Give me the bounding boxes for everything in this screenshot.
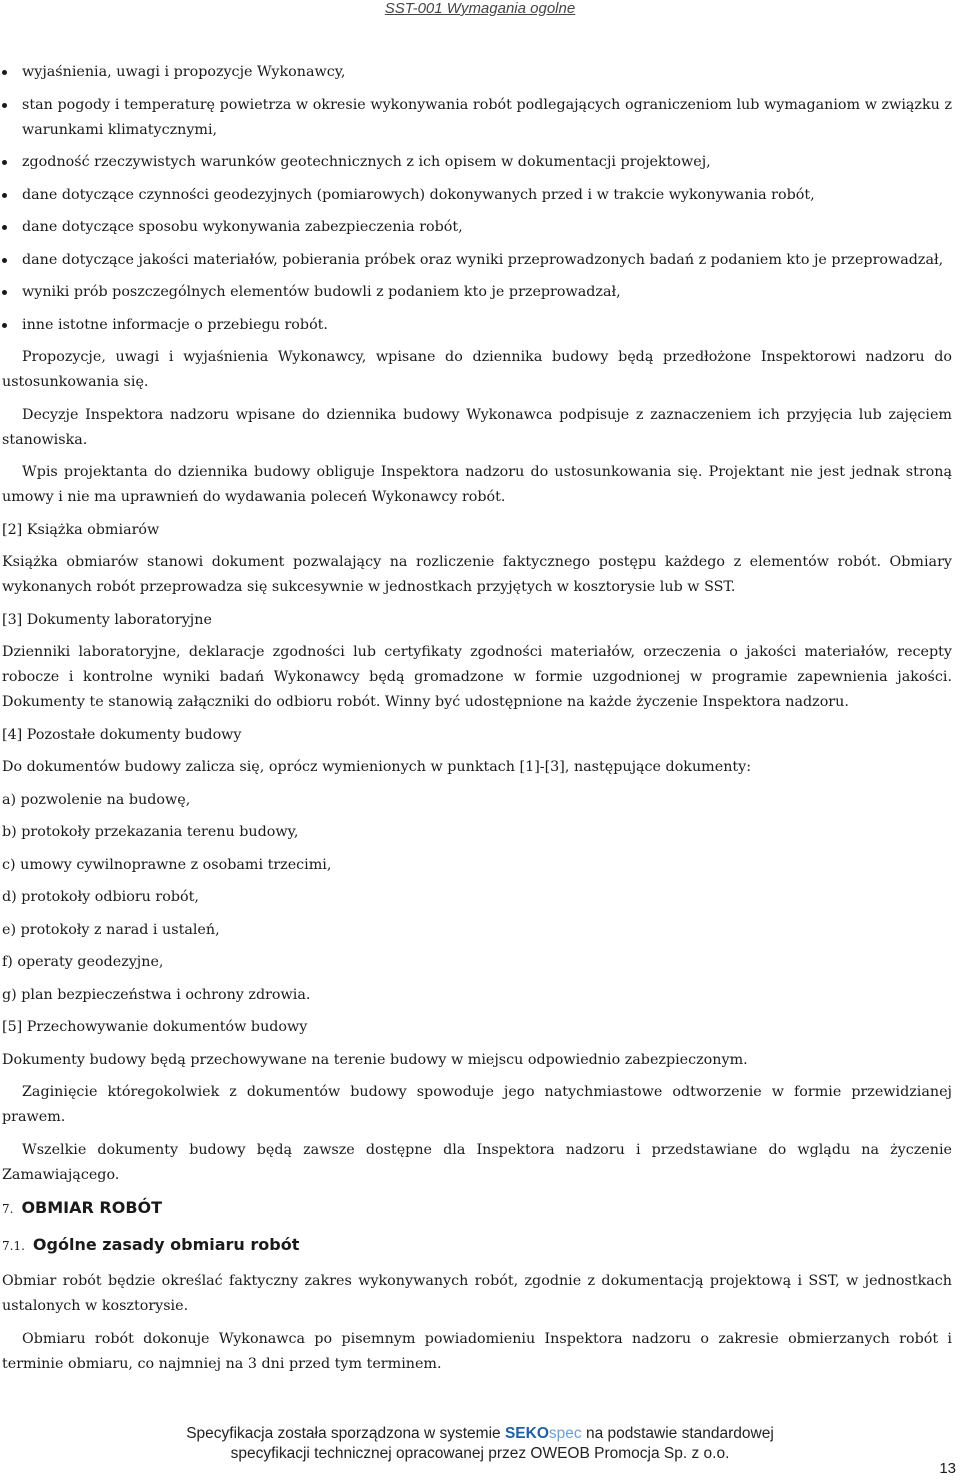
sekospec-logo: SEKOspec — [504, 1425, 582, 1442]
section-heading-7 — [2, 1195, 952, 1222]
paragraph: Zaginięcie któregokolwiek z dokumentów budowy spowoduje jego natychmiastowe odtworzenie w formie przewidzianej prawem. — [2, 1084, 952, 1125]
list-item: e) protokoły z narad i ustaleń, — [2, 921, 220, 938]
bullet-icon — [2, 323, 7, 328]
list-item: dane dotyczące jakości materiałów, pobierania próbek oraz wyniki przeprowadzonych badań z podaniem kto je przeprowadzał, — [2, 248, 952, 273]
list-item: wyjaśnienia, uwagi i propozycje Wykonawcy, — [2, 60, 952, 85]
paragraph: Wpis projektanta do dziennika budowy obliguje Inspektora nadzoru do ustosunkowania się. Projektant nie jest jednak stroną umowy i nie ma uprawnień do wydawania poleceń Wykonawcy robót. — [2, 464, 952, 505]
list-item: stan pogody i temperaturę powietrza w okresie wykonywania robót podlegających ograniczeniom lub wymaganiom w związku z warunkami klimatycznymi, — [2, 93, 952, 143]
paragraph: Wszelkie dokumenty budowy będą zawsze dostępne dla Inspektora nadzoru i przedstawiane do wglądu na życzenie Zamawiającego. — [2, 1141, 952, 1183]
list-item: a) pozwolenie na budowę, — [2, 791, 191, 808]
list-item: g) plan bezpieczeństwa i ochrony zdrowia. — [2, 986, 311, 1003]
list-item: zgodność rzeczywistych warunków geotechnicznych z ich opisem w dokumentacji projektowej, — [2, 150, 952, 175]
list-item: inne istotne informacje o przebiegu robót. — [2, 313, 952, 338]
subheading-other-documents: [4] Pozostałe dokumenty budowy — [2, 726, 242, 743]
subheading-lab-documents: [3] Dokumenty laboratoryjne — [2, 611, 212, 628]
subheading-document-storage: [5] Przechowywanie dokumentów budowy — [2, 1019, 308, 1035]
documents-list — [2, 788, 952, 1008]
bullet-icon — [2, 70, 7, 75]
section-heading-7-1 — [2, 1232, 952, 1259]
paragraph: Decyzje Inspektora nadzoru wpisane do dziennika budowy Wykonawca podpisuje z zaznaczeniem ich przyjęcia lub zajęciem stanowiska. — [2, 406, 952, 448]
paragraph: Książka obmiarów stanowi dokument pozwalający na rozliczenie faktycznego postępu każdego z elementów robót. Obmiary wykonanych robót przeprowadza się sukcesywnie w jednostkach przyjętych w kosztorysie lub w SST. — [2, 554, 952, 595]
bullet-icon — [2, 193, 7, 198]
section-title: Ogólne zasady obmiaru robót — [32, 1235, 300, 1254]
section-title: OBMIAR ROBÓT — [21, 1198, 163, 1217]
list-item: c) umowy cywilnoprawne z osobami trzecimi, — [2, 856, 332, 873]
list-item: dane dotyczące sposobu wykonywania zabezpieczenia robót, — [2, 215, 952, 240]
bullet-icon — [2, 258, 7, 263]
bullet-icon — [2, 225, 7, 230]
list-item: wyniki prób poszczególnych elementów budowli z podaniem kto je przeprowadzał, — [2, 280, 952, 305]
footer-line-1: Specyfikacja została sporządzona w systemie SEKOspec na podstawie standardowej — [186, 1425, 774, 1442]
paragraph: Propozycje, uwagi i wyjaśnienia Wykonawcy, wpisane do dziennika budowy będą przedłożone Inspektorowi nadzoru do ustosunkowania się. — [2, 349, 952, 390]
list-item: b) protokoły przekazania terenu budowy, — [2, 824, 299, 840]
section-number: 7. — [2, 1202, 14, 1216]
bullet-icon — [2, 290, 7, 295]
document-body — [2, 60, 952, 1384]
list-item: dane dotyczące czynności geodezyjnych (pomiarowych) dokonywanych przed i w trakcie wykonywania robót, — [2, 183, 952, 208]
bullet-icon — [2, 103, 7, 108]
footer-line-2: specyfikacji technicznej opracowanej przez OWEOB Promocja Sp. z o.o. — [230, 1445, 730, 1462]
bullet-icon — [2, 160, 7, 165]
paragraph: Obmiaru robót dokonuje Wykonawca po pisemnym powiadomieniu Inspektora nadzoru o zakresie obmierzanych robót i terminie obmiaru, co najmniej na 3 dni przed tym terminem. — [2, 1330, 952, 1372]
section-number: 7.1. — [2, 1239, 25, 1253]
page-footer — [0, 1424, 960, 1464]
paragraph: Do dokumentów budowy zalicza się, oprócz wymienionych w punktach [1]-[3], następujące dokumenty: — [2, 759, 752, 775]
subheading-book-of-measurements: [2] Książka obmiarów — [2, 521, 160, 538]
list-item: f) operaty geodezyjne, — [2, 954, 164, 970]
diary-entries-list — [2, 60, 952, 338]
running-header: SST-001 Wymagania ogolne — [384, 0, 576, 17]
list-item: d) protokoły odbioru robót, — [2, 889, 199, 905]
paragraph: Dzienniki laboratoryjne, deklaracje zgodności lub certyfikaty zgodności materiałów, orzeczenia o jakości materiałów, recepty robocze i kontrolne wyniki badań Wykonawcy będą gromadzone w formie uzgodnionej w programie zapewnienia jakości. Dokumenty te stanowią załączniki do odbioru robót. Winny być udostępnione na każde życzenie Inspektora nadzoru. — [2, 644, 952, 710]
paragraph: Dokumenty budowy będą przechowywane na terenie budowy w miejscu odpowiednio zabezpieczonym. — [2, 1051, 748, 1068]
paragraph: Obmiar robót będzie określać faktyczny zakres wykonywanych robót, zgodnie z dokumentacją projektową i SST, w jednostkach ustalonych w kosztorysie. — [2, 1273, 952, 1314]
page-number: 13 — [939, 1460, 956, 1477]
